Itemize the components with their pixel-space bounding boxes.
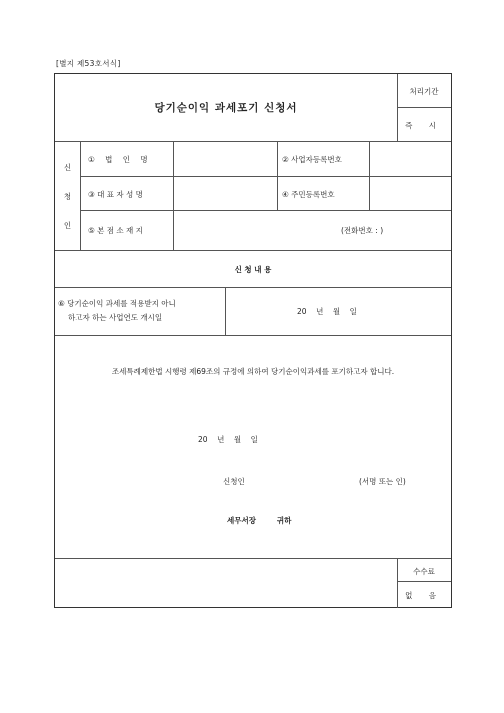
phone-label: (전화번호 : ) (341, 226, 384, 235)
sign-date: 20 년 월 일 (198, 435, 258, 444)
processing-period-label: 처리기간 (409, 87, 439, 96)
item6-label-line1: ⑥ 당기순이익 과세를 적용받지 아니 (58, 299, 176, 308)
document-title: 당기순이익 과세포기 신청서 (154, 102, 298, 114)
addressee: 세무서장 귀하 (227, 516, 292, 525)
applicant-side-char: 인 (63, 221, 72, 230)
item6-label-line2: 하고자 하는 사업연도 개시일 (68, 313, 163, 322)
divider (55, 335, 451, 336)
representative-label: ③ 대 표 자 성 명 (88, 190, 143, 199)
resident-reg-no-label: ④ 주민등록번호 (282, 190, 335, 199)
divider (397, 581, 451, 582)
head-office-label: ⑤ 본 점 소 재 지 (88, 226, 143, 235)
application-form (54, 73, 452, 608)
divider (397, 107, 451, 108)
fee-label: 수수료 (413, 567, 435, 576)
processing-period-value: 즉 시 (405, 121, 443, 130)
divider (80, 141, 81, 250)
section-title: 신 청 내 용 (234, 265, 272, 274)
divider (80, 210, 451, 211)
divider (55, 558, 451, 559)
applicant-side-char: 신 (63, 163, 72, 172)
form-number-label: [별지 제53호서식] (56, 59, 121, 68)
corp-name-label: ① 법 인 명 (88, 155, 152, 164)
divider (55, 250, 451, 251)
statement-text: 조세특례제한법 시행령 제69조의 규정에 의하여 당기순이익과세를 포기하고자 합니다. (111, 367, 395, 376)
representative-field[interactable] (174, 177, 276, 210)
sign-note: (서명 또는 인) (359, 477, 406, 486)
divider (55, 287, 451, 288)
applicant-label: 신청인 (223, 477, 245, 486)
business-reg-no-field[interactable] (370, 142, 450, 176)
fee-value: 없 음 (405, 591, 443, 600)
divider (225, 287, 226, 335)
applicant-side-char: 청 (63, 192, 72, 201)
corp-name-field[interactable] (174, 142, 276, 176)
divider (277, 141, 278, 210)
item6-date: 20 년 월 일 (297, 307, 357, 316)
resident-reg-no-field[interactable] (370, 177, 450, 210)
business-reg-no-label: ② 사업자등록번호 (282, 155, 342, 164)
